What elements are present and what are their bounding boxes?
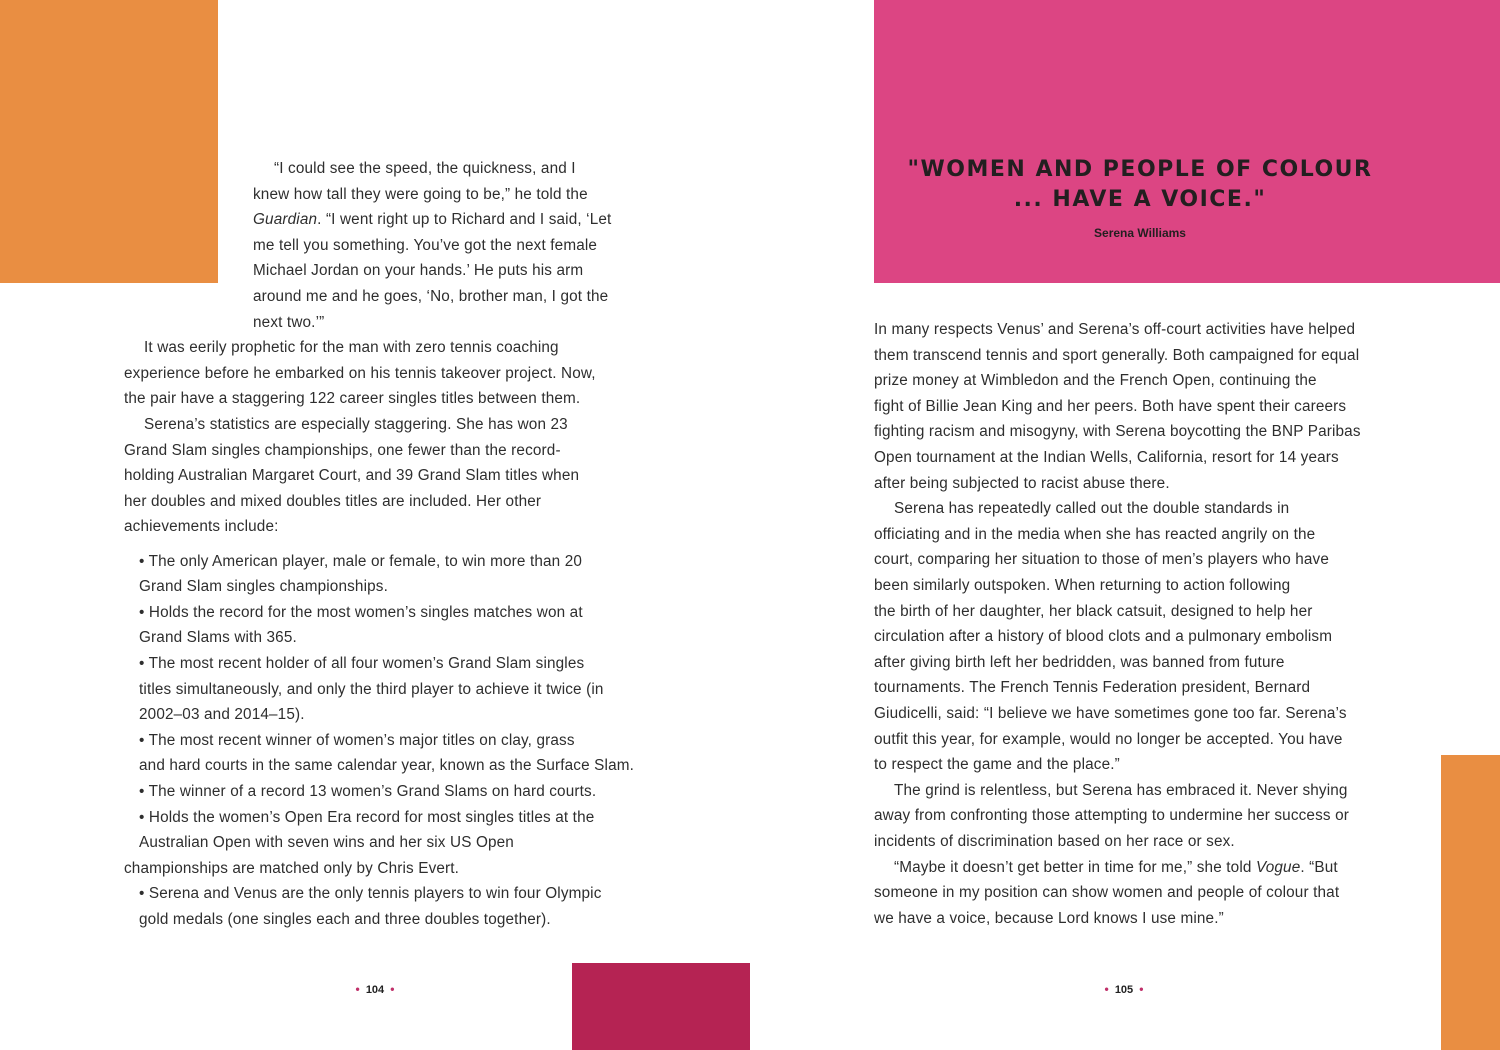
text-line bbox=[253, 236, 597, 256]
text-line bbox=[139, 756, 634, 776]
text-line bbox=[894, 781, 1348, 801]
text-segment: around me and he goes, ‘No, brother man, I got the bbox=[253, 288, 609, 305]
crimson-decorative-block bbox=[572, 963, 750, 1050]
text-line bbox=[144, 338, 559, 358]
bullet-dot: • bbox=[1139, 982, 1144, 996]
text-line bbox=[253, 210, 611, 230]
text-segment: to respect the game and the place.” bbox=[874, 756, 1120, 774]
text-line bbox=[124, 859, 459, 879]
text-line bbox=[139, 782, 596, 802]
text-segment: the birth of her daughter, her black catsuit, designed to help her bbox=[874, 602, 1313, 620]
pull-quote-line-2: ... HAVE A VOICE." bbox=[1013, 187, 1267, 212]
page-number-left bbox=[335, 982, 415, 996]
text-line bbox=[124, 492, 541, 512]
text-segment: next two.’” bbox=[253, 313, 325, 331]
text-line bbox=[274, 159, 576, 179]
pull-quote-line-1: "WOMEN AND PEOPLE OF COLOUR bbox=[907, 157, 1373, 182]
text-line bbox=[894, 499, 1289, 519]
text-segment: • Serena and Venus are the only tennis players to win four Olympic bbox=[139, 885, 602, 903]
text-line bbox=[253, 185, 588, 205]
text-line bbox=[139, 552, 582, 572]
text-segment: away from confronting those attempting to undermine her success or bbox=[874, 807, 1349, 825]
text-segment: tournaments. The French Tennis Federation president, Bernard bbox=[874, 679, 1311, 697]
text-line bbox=[139, 680, 604, 700]
text-line bbox=[874, 422, 1361, 442]
text-line bbox=[874, 320, 1355, 340]
text-line bbox=[139, 731, 575, 751]
orange-side-block bbox=[1441, 755, 1500, 1050]
text-line bbox=[124, 364, 596, 384]
text-segment: and hard courts in the same calendar year, known as the Surface Slam. bbox=[139, 757, 635, 775]
text-segment: • The only American player, male or female, to win more than 20 bbox=[139, 552, 583, 570]
page-number-text: 104 bbox=[365, 984, 385, 996]
text-line bbox=[874, 602, 1313, 622]
text-segment: 2002–03 and 2014–15). bbox=[139, 706, 305, 724]
orange-decorative-block bbox=[0, 0, 218, 283]
text-line bbox=[139, 603, 583, 623]
pull-quote-attribution: Serena Williams bbox=[1094, 226, 1186, 240]
text-segment: The grind is relentless, but Serena has embraced it. Never shying bbox=[894, 781, 1348, 799]
text-segment: officiating and in the media when she has reacted angrily on the bbox=[874, 525, 1316, 543]
text-segment: “Maybe it doesn’t get better in time for me,” she told bbox=[894, 858, 1256, 876]
text-line bbox=[874, 525, 1315, 545]
text-line bbox=[874, 755, 1120, 775]
text-segment: Grand Slam singles championships. bbox=[139, 578, 388, 596]
text-segment: fight of Billie Jean King and her peers. Both have spent their careers bbox=[874, 397, 1347, 415]
text-segment: • Holds the record for the most women’s singles matches won at bbox=[139, 603, 583, 621]
text-segment: “I could see the speed, the quickness, and I bbox=[274, 160, 576, 177]
text-line bbox=[139, 808, 594, 828]
text-segment: It was eerily prophetic for the man with zero tennis coaching bbox=[144, 339, 559, 357]
text-segment: . “But bbox=[1300, 858, 1338, 876]
page-number-right bbox=[1084, 982, 1164, 996]
text-line bbox=[253, 287, 608, 307]
text-segment: Serena has repeatedly called out the double standards in bbox=[894, 500, 1290, 518]
text-line bbox=[124, 517, 279, 537]
text-segment: fighting racism and misogyny, with Serena boycotting the BNP Paribas bbox=[874, 423, 1361, 441]
text-segment: after being subjected to racist abuse there. bbox=[874, 474, 1170, 492]
text-line bbox=[124, 441, 561, 461]
text-line bbox=[874, 371, 1317, 391]
text-segment: championships are matched only by Chris Evert. bbox=[124, 859, 460, 877]
text-segment: titles simultaneously, and only the third player to achieve it twice (in bbox=[139, 680, 604, 698]
text-line bbox=[874, 576, 1290, 596]
italic-title: Guardian bbox=[253, 211, 318, 229]
text-line bbox=[874, 627, 1332, 647]
text-line bbox=[874, 883, 1339, 903]
text-line bbox=[874, 346, 1359, 366]
text-segment: them transcend tennis and sport generally. Both campaigned for equal bbox=[874, 346, 1360, 364]
text-line bbox=[874, 550, 1329, 570]
text-segment: court, comparing her situation to those of men’s players who have bbox=[874, 551, 1330, 569]
text-segment: Giudicelli, said: “I believe we have sometimes gone too far. Serena’s bbox=[874, 705, 1347, 722]
text-segment: Open tournament at the Indian Wells, California, resort for 14 years bbox=[874, 449, 1339, 466]
text-line bbox=[894, 858, 1338, 878]
page-number-text: 105 bbox=[1114, 984, 1134, 996]
text-segment: after giving birth left her bedridden, was banned from future bbox=[874, 653, 1285, 671]
text-segment: • The most recent winner of women’s major titles on clay, grass bbox=[139, 731, 575, 749]
text-segment: Serena’s statistics are especially staggering. She has won 23 bbox=[144, 416, 568, 433]
text-line bbox=[874, 653, 1285, 673]
text-line bbox=[124, 389, 580, 409]
text-segment: incidents of discrimination based on her race or sex. bbox=[874, 833, 1235, 850]
text-line bbox=[874, 397, 1346, 417]
text-segment: Grand Slam singles championships, one fewer than the record- bbox=[124, 441, 561, 459]
text-line bbox=[874, 806, 1349, 826]
text-line bbox=[874, 704, 1347, 724]
text-segment: • Holds the women’s Open Era record for most singles titles at the bbox=[139, 808, 595, 826]
text-line bbox=[139, 884, 602, 904]
bullet-dot: • bbox=[1104, 982, 1109, 996]
text-segment: achievements include: bbox=[124, 518, 279, 536]
text-line bbox=[139, 910, 551, 930]
text-line bbox=[874, 448, 1339, 468]
text-line bbox=[139, 654, 584, 674]
text-segment: circulation after a history of blood clots and a pulmonary embolism bbox=[874, 628, 1333, 646]
text-line bbox=[139, 705, 305, 725]
text-line bbox=[874, 678, 1310, 698]
text-line bbox=[124, 466, 579, 486]
text-line bbox=[874, 474, 1170, 494]
text-segment: Michael Jordan on your hands.’ He puts his arm bbox=[253, 262, 584, 280]
text-segment: Australian Open with seven wins and her six US Open bbox=[139, 834, 514, 852]
text-line bbox=[874, 832, 1235, 852]
text-line bbox=[874, 730, 1343, 750]
text-segment: been similarly outspoken. When returning to action following bbox=[874, 577, 1291, 594]
text-line bbox=[253, 313, 324, 333]
text-segment: outfit this year, for example, would no longer be accepted. You have bbox=[874, 730, 1343, 748]
text-line bbox=[139, 577, 388, 597]
text-segment: her doubles and mixed doubles titles are included. Her other bbox=[124, 492, 542, 510]
text-line bbox=[253, 261, 583, 281]
text-segment: we have a voice, because Lord knows I use mine.” bbox=[874, 909, 1224, 927]
text-segment: • The most recent holder of all four women’s Grand Slam singles bbox=[139, 654, 585, 672]
text-segment: prize money at Wimbledon and the French Open, continuing the bbox=[874, 372, 1317, 390]
text-line bbox=[139, 628, 297, 648]
text-line bbox=[144, 415, 568, 435]
bullet-dot: • bbox=[355, 982, 360, 996]
text-segment: me tell you something. You’ve got the next female bbox=[253, 236, 598, 254]
text-segment: • The winner of a record 13 women’s Grand Slams on hard courts. bbox=[139, 782, 597, 800]
italic-title: Vogue bbox=[1255, 858, 1301, 876]
pull-quote-panel bbox=[874, 0, 1500, 283]
text-segment: the pair have a staggering 122 career singles titles between them. bbox=[124, 390, 581, 408]
text-segment: knew how tall they were going to be,” he told the bbox=[253, 185, 588, 203]
text-segment: experience before he embarked on his tennis takeover project. Now, bbox=[124, 364, 596, 382]
text-segment: Grand Slams with 365. bbox=[139, 629, 297, 647]
text-segment: . “I went right up to Richard and I said, ‘Let bbox=[317, 211, 612, 229]
text-segment: gold medals (one singles each and three doubles together). bbox=[139, 910, 551, 928]
text-line bbox=[874, 909, 1224, 929]
text-line bbox=[139, 833, 514, 853]
text-segment: In many respects Venus’ and Serena’s off-court activities have helped bbox=[874, 321, 1356, 338]
bullet-dot: • bbox=[390, 982, 395, 996]
text-segment: someone in my position can show women and people of colour that bbox=[874, 884, 1340, 902]
text-segment: holding Australian Margaret Court, and 39 Grand Slam titles when bbox=[124, 467, 580, 485]
